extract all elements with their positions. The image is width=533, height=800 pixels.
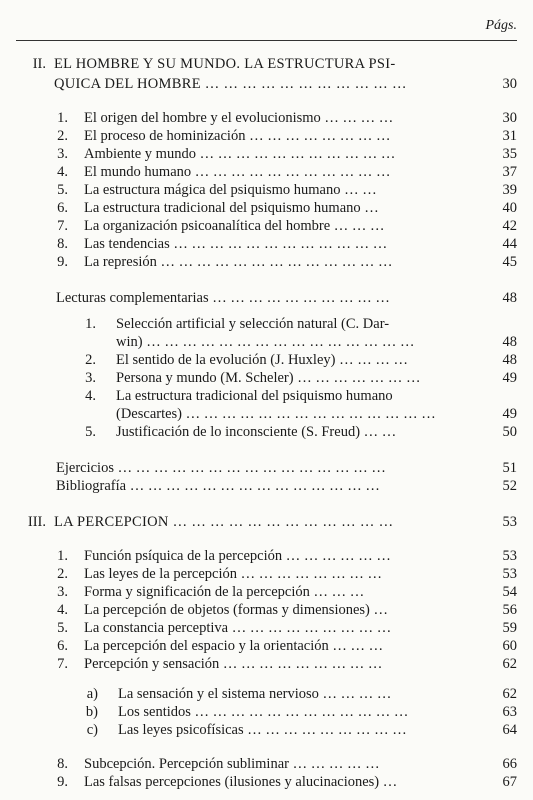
entry-number: 2.	[57, 566, 68, 582]
section-title: EL HOMBRE Y SU MUNDO. LA ESTRUCTURA PSI-	[54, 56, 396, 72]
toc-entry: Bibliografía … … … … … … … … … … … … … …	[56, 478, 380, 494]
toc-entry: La organización psicoanalítica del hombre … … …	[84, 218, 385, 234]
entry-number: 9.	[57, 254, 68, 270]
pages-column-header: Págs.	[485, 18, 517, 33]
entry-number: 5.	[85, 424, 96, 440]
toc-entry: La estructura tradicional del psiquismo humano …	[84, 200, 379, 216]
page-number: 49	[502, 370, 517, 386]
entry-number: 3.	[85, 370, 96, 386]
toc-entry: La estructura mágica del psiquismo humano … …	[84, 182, 377, 198]
page-number: 48	[502, 334, 517, 350]
page-number: 40	[502, 200, 517, 216]
page-number: 64	[502, 722, 517, 738]
toc-entry: La represión … … … … … … … … … … … … …	[84, 254, 393, 270]
section-title-continued: QUICA DEL HOMBRE … … … … … … … … … … …	[54, 76, 407, 92]
page-number: 51	[502, 460, 517, 476]
page-number: 53	[502, 566, 517, 582]
page-number: 49	[502, 406, 517, 422]
page-number: 30	[502, 76, 517, 92]
page-number: 52	[502, 478, 517, 494]
toc-entry: Subcepción. Percepción subliminar … … … … …	[84, 756, 380, 772]
toc-entry: El proceso de hominización … … … … … … … …	[84, 128, 391, 144]
entry-number: 2.	[57, 128, 68, 144]
entry-number: 8.	[57, 756, 68, 772]
toc-entry: Forma y significación de la percepción … … …	[84, 584, 365, 600]
toc-entry: Función psíquica de la percepción … … … … … …	[84, 548, 391, 564]
entry-number: 4.	[57, 602, 68, 618]
subentry-letter: a)	[86, 686, 98, 702]
page-number: 45	[502, 254, 517, 270]
page-number: 30	[502, 110, 517, 126]
page-number: 35	[502, 146, 517, 162]
toc-entry: La percepción del espacio y la orientación … … …	[84, 638, 384, 654]
entry-number: 1.	[57, 110, 68, 126]
entry-number: 1.	[85, 316, 96, 332]
subentry-letter: b)	[85, 704, 98, 720]
toc-entry: La estructura tradicional del psiquismo humano	[116, 388, 393, 404]
toc-entry: Ejercicios … … … … … … … … … … … … … … …	[56, 460, 386, 476]
page-number: 54	[502, 584, 517, 600]
toc-entry: La constancia perceptiva … … … … … … … … …	[84, 620, 392, 636]
toc-subentry: La sensación y el sistema nervioso … … … …	[118, 686, 392, 702]
entry-number: 5.	[57, 182, 68, 198]
page-number: 48	[502, 352, 517, 368]
page-number: 62	[502, 656, 517, 672]
subentry-letter: c)	[86, 722, 98, 738]
entry-number: 4.	[85, 388, 96, 404]
toc-entry-continued: win) … … … … … … … … … … … … … … …	[116, 334, 415, 350]
page-number: 56	[502, 602, 517, 618]
entry-number: 9.	[57, 774, 68, 790]
section-number: II.	[32, 56, 46, 72]
page-number: 37	[502, 164, 517, 180]
section-title: LA PERCEPCION … … … … … … … … … … … …	[54, 514, 394, 530]
entry-number: 7.	[57, 656, 68, 672]
entry-number: 1.	[57, 548, 68, 564]
toc-entry: El sentido de la evolución (J. Huxley) … … … …	[116, 352, 408, 368]
entry-number: 5.	[57, 620, 68, 636]
page-number: 53	[502, 548, 517, 564]
page-number: 50	[502, 424, 517, 440]
toc-entry: Las falsas percepciones (ilusiones y alucinaciones) …	[84, 774, 398, 790]
toc-subentry: Los sentidos … … … … … … … … … … … …	[118, 704, 409, 720]
header-rule	[16, 40, 517, 41]
entry-number: 2.	[85, 352, 96, 368]
toc-entry: Persona y mundo (M. Scheler) … … … … … … …	[116, 370, 421, 386]
toc-entry: Justificación de lo inconsciente (S. Freud) … …	[116, 424, 397, 440]
toc-entry: Lecturas complementarias … … … … … … … … … …	[56, 290, 390, 306]
toc-entry-continued: (Descartes) … … … … … … … … … … … … … …	[116, 406, 436, 422]
entry-number: 3.	[57, 146, 68, 162]
toc-entry: Ambiente y mundo … … … … … … … … … … …	[84, 146, 396, 162]
page-number: 31	[502, 128, 517, 144]
entry-number: 6.	[57, 200, 68, 216]
page-number: 59	[502, 620, 517, 636]
toc-entry: La percepción de objetos (formas y dimensiones) …	[84, 602, 389, 618]
page-number: 63	[502, 704, 517, 720]
entry-number: 3.	[57, 584, 68, 600]
entry-number: 4.	[57, 164, 68, 180]
toc-subentry: Las leyes psicofísicas … … … … … … … … …	[118, 722, 407, 738]
toc-entry: Las tendencias … … … … … … … … … … … …	[84, 236, 388, 252]
page-number: 62	[502, 686, 517, 702]
page-number: 42	[502, 218, 517, 234]
page-number: 66	[502, 756, 517, 772]
page-number: 60	[502, 638, 517, 654]
page-number: 44	[502, 236, 517, 252]
entry-number: 8.	[57, 236, 68, 252]
toc-entry: Las leyes de la percepción … … … … … … … …	[84, 566, 382, 582]
toc-entry: Percepción y sensación … … … … … … … … …	[84, 656, 383, 672]
toc-entry: El origen del hombre y el evolucionismo … … … …	[84, 110, 394, 126]
section-number: III.	[27, 514, 46, 530]
entry-number: 7.	[57, 218, 68, 234]
toc-entry: Selección artificial y selección natural (C. Dar-	[116, 316, 390, 332]
page-number: 39	[502, 182, 517, 198]
page-number: 48	[502, 290, 517, 306]
page-number: 67	[502, 774, 517, 790]
entry-number: 6.	[57, 638, 68, 654]
page-number: 53	[502, 514, 517, 530]
toc-entry: El mundo humano … … … … … … … … … … …	[84, 164, 391, 180]
